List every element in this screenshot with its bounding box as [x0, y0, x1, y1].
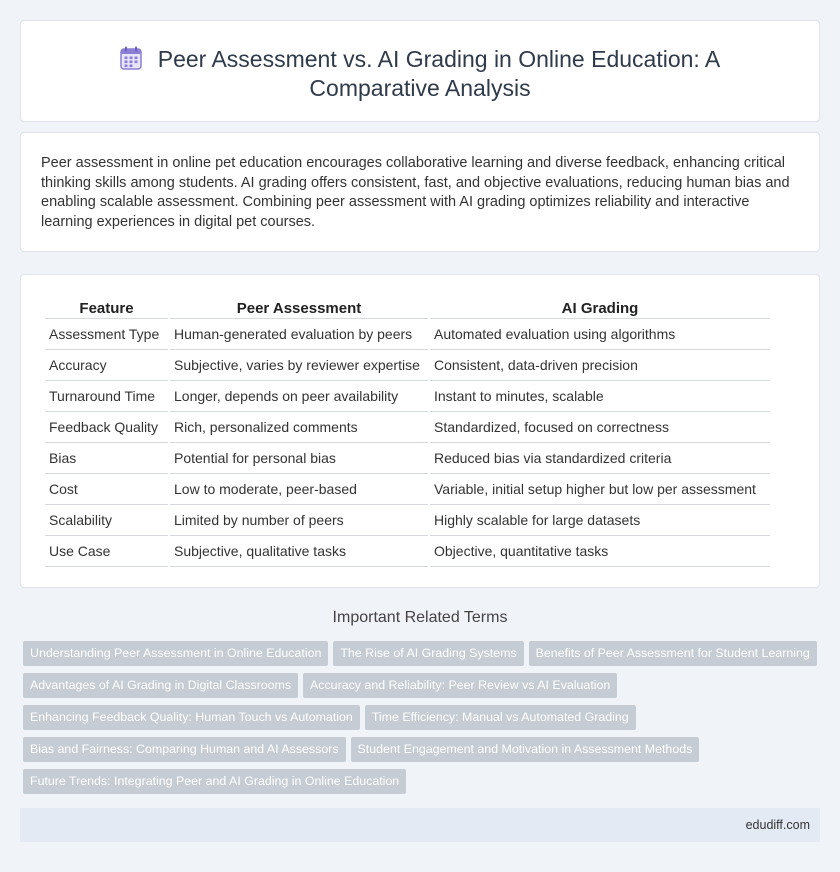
related-term-tag[interactable]: Benefits of Peer Assessment for Student Learning	[529, 641, 817, 666]
table-row	[45, 350, 770, 381]
peer-cell: Potential for personal bias	[170, 443, 428, 474]
title-line-2: Comparative Analysis	[309, 75, 531, 101]
feature-cell: Scalability	[45, 505, 168, 536]
calendar-grid-icon	[120, 46, 142, 70]
peer-cell: Subjective, qualitative tasks	[170, 536, 428, 567]
title-line-1: Peer Assessment vs. AI Grading in Online Education: A	[157, 46, 721, 72]
ai-cell: Highly scalable for large datasets	[430, 505, 770, 536]
comparison-table-card	[20, 274, 820, 588]
table-row	[45, 536, 770, 567]
footer	[20, 808, 820, 842]
feature-cell: Feedback Quality	[45, 412, 168, 443]
table-row	[45, 381, 770, 412]
related-term-tag[interactable]: Future Trends: Integrating Peer and AI Grading in Online Education	[23, 769, 406, 794]
table-row	[45, 443, 770, 474]
table-row	[45, 412, 770, 443]
ai-cell: Objective, quantitative tasks	[430, 536, 770, 567]
ai-cell: Reduced bias via standardized criteria	[430, 443, 770, 474]
feature-cell: Accuracy	[45, 350, 168, 381]
peer-cell: Human-generated evaluation by peers	[170, 319, 428, 350]
table-row	[45, 319, 770, 350]
related-terms-heading: Important Related Terms	[332, 609, 508, 626]
table-row	[45, 474, 770, 505]
related-term-tag[interactable]: Advantages of AI Grading in Digital Classrooms	[23, 673, 298, 698]
related-terms-list	[23, 641, 823, 801]
feature-cell: Turnaround Time	[45, 381, 168, 412]
footer-site-link[interactable]: edudiff.com	[745, 818, 810, 832]
ai-cell: Variable, initial setup higher but low per assessment	[430, 474, 770, 505]
related-term-tag[interactable]: Enhancing Feedback Quality: Human Touch vs Automation	[23, 705, 360, 730]
header-ai-grading: AI Grading	[430, 296, 770, 319]
peer-cell: Low to moderate, peer-based	[170, 474, 428, 505]
related-term-tag[interactable]: Time Efficiency: Manual vs Automated Grading	[365, 705, 636, 730]
feature-cell: Cost	[45, 474, 168, 505]
related-term-tag[interactable]: Accuracy and Reliability: Peer Review vs AI Evaluation	[303, 673, 617, 698]
header-feature: Feature	[45, 296, 168, 319]
feature-cell: Assessment Type	[45, 319, 168, 350]
related-term-tag[interactable]: Understanding Peer Assessment in Online Education	[23, 641, 328, 666]
related-term-tag[interactable]: Student Engagement and Motivation in Assessment Methods	[351, 737, 700, 762]
related-term-tag[interactable]: The Rise of AI Grading Systems	[333, 641, 523, 666]
feature-cell: Bias	[45, 443, 168, 474]
comparison-table	[43, 296, 772, 567]
ai-cell: Consistent, data-driven precision	[430, 350, 770, 381]
peer-cell: Longer, depends on peer availability	[170, 381, 428, 412]
intro-card	[20, 132, 820, 252]
peer-cell: Rich, personalized comments	[170, 412, 428, 443]
table-row	[45, 505, 770, 536]
header-peer-assessment: Peer Assessment	[170, 296, 428, 319]
peer-cell: Limited by number of peers	[170, 505, 428, 536]
related-term-tag[interactable]: Bias and Fairness: Comparing Human and AI Assessors	[23, 737, 346, 762]
page-title	[21, 45, 819, 103]
ai-cell: Instant to minutes, scalable	[430, 381, 770, 412]
table-header-row	[45, 296, 770, 319]
peer-cell: Subjective, varies by reviewer expertise	[170, 350, 428, 381]
ai-cell: Standardized, focused on correctness	[430, 412, 770, 443]
feature-cell: Use Case	[45, 536, 168, 567]
ai-cell: Automated evaluation using algorithms	[430, 319, 770, 350]
header-card	[20, 20, 820, 122]
intro-paragraph: Peer assessment in online pet education encourages collaborative learning and diverse feedback, enhancing critical thinking skills among students. AI grading offers consistent, fast, and objective evaluations, reducing human bias and enabling scalable assessment. Combining peer assessment with AI grading optimizes reliability and interactive learning experiences in digital pet courses.	[41, 155, 790, 230]
